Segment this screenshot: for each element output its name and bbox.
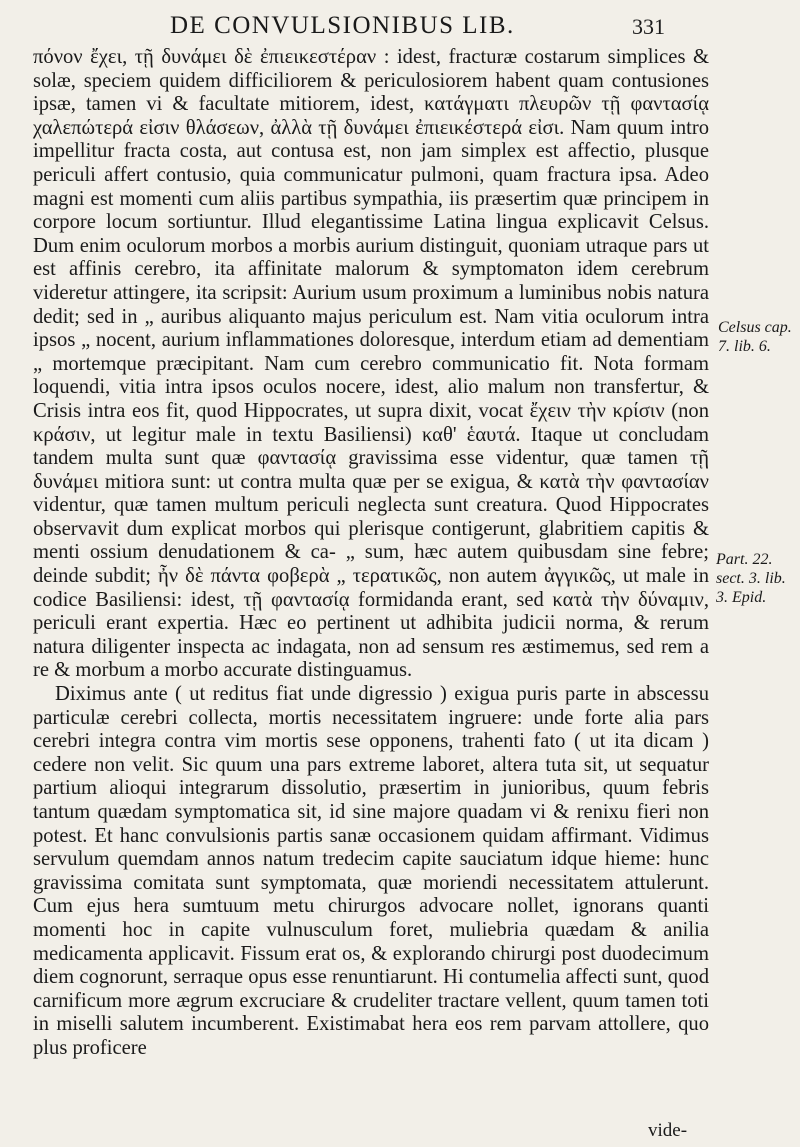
main-text — [33, 46, 709, 1061]
running-title: DE CONVULSIONIBUS LIB. — [170, 12, 515, 39]
catchword: vide- — [648, 1120, 688, 1141]
page-header — [0, 8, 800, 48]
paragraph-2: Diximus ante ( ut reditus fiat unde digressio ) exigua puris parte in abscessu particulæ cerebri collecta, mortis necessitatem ingruere: unde forte alia pars cerebri integra contra vim mortis sese opponens, trahenti fato ( ut ita dicam ) cedere non velit. Sic quum una pars extreme laboret, altera tuta sit, ut sequatur partium alioqui integrarum dissolutio, præsertim in junioribus, quum febris tantum quædam symptomatica sit, id sine majore quadam vi & renixu fieri non potest. Et hanc convulsionis partis sanæ occasionem quidam affirmant. Vidimus servulum quemdam annos natum tredecim capite sauciatum idque hieme: hunc gravissima comitata sunt symptomata, quæ moriendi necessitatem attulerunt. Cum ejus hera sumtuum metu chirurgos advocare nollet, ignorans quanti momenti hoc in capite vulnusculum foret, muliebria quædam & anilia medicamenta applicavit. Fissum erat os, & explorando chirurgi post duodecimum diem cognorunt, serraque opus esse renuntiarunt. Hi contumelia affecti sunt, quod carnificum more ægrum excruciare & crudeliter tractare vellent, quum tamen toti in miselli salutem incumberent. Existimabat hera eos rem parvam attollere, quo plus proficere — [33, 683, 709, 1059]
paragraph-1: πόνον ἔχει, τῇ δυνάμει δὲ ἐπιεικεστέραν : idest, fracturæ costarum simplices & solæ, speciem quidem difficiliorem & periculosiorem habent quam contusiones ipsæ, tamen vi & facultate mitiorem, idest, κατάγματι πλευρῶν τῇ φαντασίᾳ χαλεπώτερά εἰσιν θλάσεων, ἀλλὰ τῇ δυνάμει ἐπιεικέστερά εἰσι. Nam quum intro impellitur fracta costa, aut contusa est, non jam simplex est affectio, plusque periculi affert contusio, quia communicatur pulmoni, quam fractura ipsa. Adeo magni est momenti cum aliis partibus sympathia, iis præsertim quæ principem in corpore locum sortiuntur. Illud elegantissime Latina lingua explicavit Celsus. Dum enim oculorum morbos a morbis aurium distinguit, quoniam utraque pars ut est affinis cerebro, ita affinitate malorum & symptomaton idem cerebrum videretur attingere, ita scripsit: Aurium usum proximum a luminibus nobis natura dedit; sed in „ auribus aliquanto majus periculum est. Nam vitia oculorum intra ipsos „ nocent, aurium inflammationes doloresque, interdum etiam ad dementiam „ mortemque præcipitant. Nam cum cerebro communicatio fit. Nota formam loquendi, vitia intra ipsos oculos nocere, idest, alio malum non transfertur, & Crisis intra eos fit, quod Hippocrates, ut supra dixit, vocat ἔχειν τὴν κρίσιν (non κράσιν, ut legitur male in textu Basiliensi) καθ' ἑαυτά. Itaque ut concludam tandem multa sunt quæ φαντασίᾳ gravissima esse videntur, quæ tamen τῇ δυνάμει mitiora sunt: ut contra multa quæ per se exigua, & κατὰ τὴν φαντασίαν videntur, quæ tamen multum periculi neglecta sunt creatura. Quod Hippocrates observavit dum explicat morbos qui plerisque contigerunt, glabritiem capitis & menti ossium denudationem & ca- „ sum, hæc autem quibusdam sine febre; deinde subdit; ἦν δὲ πάντα φοβερὰ „ τερατικῶς, non autem ἀγγικῶς, ut male in codice Basiliensi: idest, τῇ φαντασίᾳ formidanda erant, sed κατὰ τὴν δύναμιν, periculi erant expertia. Hæc eo pertinent ut adhibita judicii norma, & rerum natura diligenter inspecta ac indagata, non ad sensum res æstimemus, sed rem a re & morbum a morbo accurate distinguamus. — [33, 46, 709, 682]
margin-note-epid: Part. 22. sect. 3. lib. 3. Epid. — [716, 551, 786, 606]
margin-note-celsus: Celsus cap. 7. lib. 6. — [718, 319, 792, 355]
page-number: 331 — [632, 14, 665, 39]
